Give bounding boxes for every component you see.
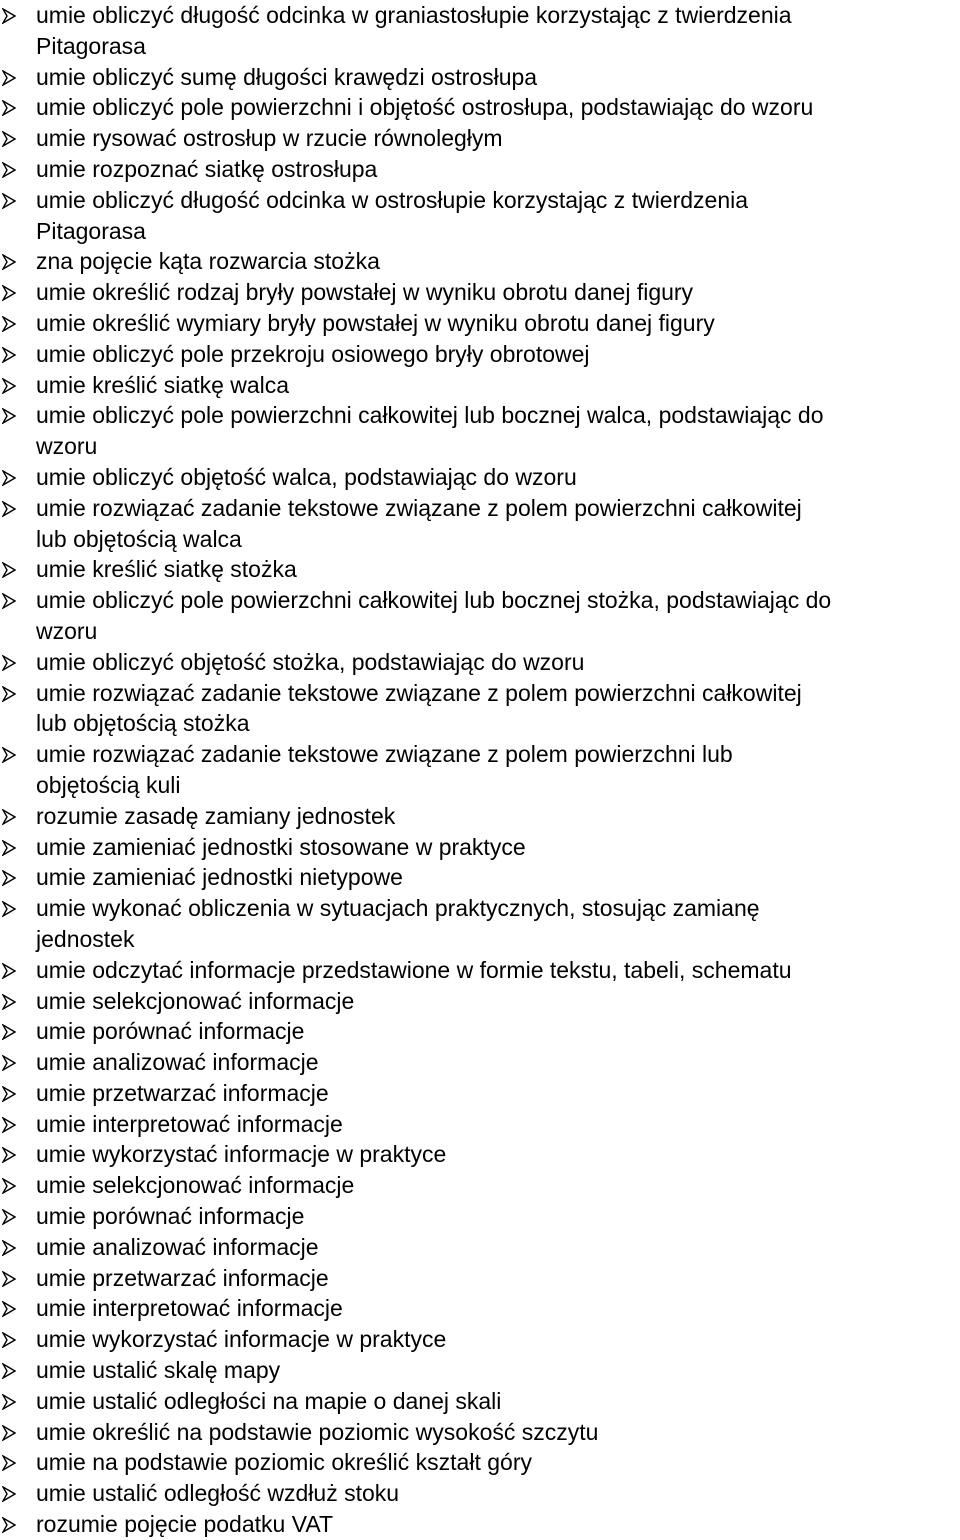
- list-item-text: umie zamieniać jednostki nietypowe: [36, 864, 403, 891]
- list-item-text: umie obliczyć objętość walca, podstawiając do wzoru: [36, 463, 577, 490]
- arrowhead-bullet-icon: [2, 1363, 16, 1379]
- list-item-text: umie kreślić siatkę walca: [36, 371, 290, 398]
- list-item-text: umie ustalić skalę mapy: [36, 1357, 281, 1384]
- arrowhead-bullet-icon: [2, 1271, 16, 1287]
- list-item: [0, 862, 960, 893]
- list-item-text: umie wykorzystać informacje w praktyce: [36, 1326, 447, 1353]
- list-item: [0, 1447, 960, 1478]
- list-item-text: lub objętością stożka: [36, 710, 250, 737]
- arrowhead-bullet-icon: [2, 1055, 16, 1071]
- list-item: [0, 493, 960, 555]
- arrowhead-bullet-icon: [2, 501, 16, 517]
- list-item: [0, 1478, 960, 1509]
- list-item: [0, 462, 960, 493]
- list-item-text: umie rozpoznać siatkę ostrosłupa: [36, 155, 378, 182]
- list-item-text: Pitagorasa: [36, 32, 146, 59]
- list-item-text: rozumie pojęcie podatku VAT: [36, 1511, 334, 1538]
- list-item-text: wzoru: [36, 617, 98, 644]
- list-item: [0, 185, 960, 247]
- arrowhead-bullet-icon: [2, 1209, 16, 1225]
- list-item: [0, 1170, 960, 1201]
- arrowhead-bullet-icon: [2, 809, 16, 825]
- list-item: [0, 1201, 960, 1232]
- arrowhead-bullet-icon: [2, 1240, 16, 1256]
- arrowhead-bullet-icon: [2, 870, 16, 886]
- list-item: [0, 1293, 960, 1324]
- list-item: [0, 832, 960, 863]
- list-item-text: umie ustalić odległości na mapie o danej skali: [36, 1387, 502, 1414]
- arrowhead-bullet-icon: [2, 1486, 16, 1502]
- list-item: [0, 1047, 960, 1078]
- list-item: [0, 1509, 960, 1540]
- list-item: [0, 585, 960, 647]
- arrowhead-bullet-icon: [2, 131, 16, 147]
- list-item: [0, 1324, 960, 1355]
- list-item-text: umie przetwarzać informacje: [36, 1079, 329, 1106]
- arrowhead-bullet-icon: [2, 1178, 16, 1194]
- list-item: [0, 1078, 960, 1109]
- list-item: [0, 92, 960, 123]
- arrowhead-bullet-icon: [2, 162, 16, 178]
- list-item-text: umie analizować informacje: [36, 1233, 319, 1260]
- list-item-text: umie selekcjonować informacje: [36, 987, 355, 1014]
- arrowhead-bullet-icon: [2, 1301, 16, 1317]
- list-item: [0, 554, 960, 585]
- arrowhead-bullet-icon: [2, 994, 16, 1010]
- arrowhead-bullet-icon: [2, 1517, 16, 1533]
- list-item-text: umie rozwiązać zadanie tekstowe związane z polem powierzchni całkowitej: [36, 494, 802, 521]
- list-item: [0, 123, 960, 154]
- list-item: [0, 154, 960, 185]
- list-item-text: umie obliczyć objętość stożka, podstawiając do wzoru: [36, 648, 585, 675]
- arrowhead-bullet-icon: [2, 1117, 16, 1133]
- list-item: [0, 986, 960, 1017]
- list-item-text: umie porównać informacje: [36, 1203, 305, 1230]
- list-item: [0, 955, 960, 986]
- arrowhead-bullet-icon: [2, 686, 16, 702]
- arrowhead-bullet-icon: [2, 1455, 16, 1471]
- list-item: [0, 246, 960, 277]
- list-item: [0, 62, 960, 93]
- arrowhead-bullet-icon: [2, 747, 16, 763]
- arrowhead-bullet-icon: [2, 285, 16, 301]
- arrowhead-bullet-icon: [2, 1147, 16, 1163]
- list-item: [0, 1355, 960, 1386]
- arrowhead-bullet-icon: [2, 193, 16, 209]
- list-item-text: umie wykorzystać informacje w praktyce: [36, 1141, 447, 1168]
- list-item-text: zna pojęcie kąta rozwarcia stożka: [36, 248, 380, 275]
- list-item: [0, 277, 960, 308]
- list-item: [0, 678, 960, 740]
- list-item-text: umie obliczyć pole powierzchni i objętość ostrosłupa, podstawiając do wzoru: [36, 94, 814, 121]
- arrowhead-bullet-icon: [2, 408, 16, 424]
- arrowhead-bullet-icon: [2, 1024, 16, 1040]
- arrowhead-bullet-icon: [2, 655, 16, 671]
- arrowhead-bullet-icon: [2, 316, 16, 332]
- list-item-text: umie odczytać informacje przedstawione w formie tekstu, tabeli, schematu: [36, 956, 792, 983]
- list-item: [0, 1263, 960, 1294]
- list-item: [0, 370, 960, 401]
- list-item-text: objętością kuli: [36, 771, 181, 798]
- list-item-text: umie interpretować informacje: [36, 1110, 343, 1137]
- list-item-text: lub objętością walca: [36, 525, 242, 552]
- list-item-text: umie obliczyć pole przekroju osiowego bryły obrotowej: [36, 340, 590, 367]
- arrowhead-bullet-icon: [2, 901, 16, 917]
- list-item-text: umie zamieniać jednostki stosowane w praktyce: [36, 833, 526, 860]
- list-item-text: umie wykonać obliczenia w sytuacjach praktycznych, stosując zamianę: [36, 895, 760, 922]
- list-item: [0, 1139, 960, 1170]
- list-item: [0, 647, 960, 678]
- arrowhead-bullet-icon: [2, 378, 16, 394]
- list-item-text: jednostek: [36, 925, 135, 952]
- list-item-text: umie określić na podstawie poziomic wysokość szczytu: [36, 1418, 599, 1445]
- list-item: [0, 1386, 960, 1417]
- arrowhead-bullet-icon: [2, 963, 16, 979]
- arrowhead-bullet-icon: [2, 100, 16, 116]
- arrowhead-bullet-icon: [2, 1332, 16, 1348]
- arrowhead-bullet-icon: [2, 254, 16, 270]
- list-item: [0, 1232, 960, 1263]
- list-item-text: umie przetwarzać informacje: [36, 1264, 329, 1291]
- arrowhead-bullet-icon: [2, 8, 16, 24]
- list-item-text: umie rozwiązać zadanie tekstowe związane z polem powierzchni całkowitej: [36, 679, 802, 706]
- list-item-text: umie obliczyć pole powierzchni całkowitej lub bocznej walca, podstawiając do: [36, 402, 824, 429]
- list-item-text: Pitagorasa: [36, 217, 146, 244]
- list-item-text: rozumie zasadę zamiany jednostek: [36, 802, 396, 829]
- list-item: [0, 0, 960, 62]
- list-item-text: umie analizować informacje: [36, 1049, 319, 1076]
- list-item-text: umie obliczyć długość odcinka w graniastosłupie korzystając z twierdzenia: [36, 2, 792, 28]
- list-item: [0, 739, 960, 801]
- list-item: [0, 308, 960, 339]
- list-item-text: umie interpretować informacje: [36, 1295, 343, 1322]
- arrowhead-bullet-icon: [2, 1425, 16, 1441]
- list-item-text: umie określić rodzaj bryły powstałej w wyniku obrotu danej figury: [36, 279, 694, 306]
- list-item: [0, 339, 960, 370]
- arrowhead-bullet-icon: [2, 70, 16, 86]
- list-item: [0, 893, 960, 955]
- list-item-text: umie kreślić siatkę stożka: [36, 556, 297, 583]
- arrowhead-bullet-icon: [2, 470, 16, 486]
- list-item-text: umie selekcjonować informacje: [36, 1172, 355, 1199]
- arrowhead-bullet-icon: [2, 562, 16, 578]
- list-item-text: umie obliczyć długość odcinka w ostrosłupie korzystając z twierdzenia: [36, 186, 749, 213]
- list-item-text: umie porównać informacje: [36, 1018, 305, 1045]
- arrowhead-bullet-icon: [2, 347, 16, 363]
- arrowhead-bullet-icon: [2, 1086, 16, 1102]
- list-item: [0, 1109, 960, 1140]
- list-item: [0, 400, 960, 462]
- list-item: [0, 1016, 960, 1047]
- list-item-text: umie na podstawie poziomic określić kształt góry: [36, 1449, 532, 1476]
- arrowhead-bullet-icon: [2, 1394, 16, 1410]
- arrowhead-bullet-icon: [2, 840, 16, 856]
- list-item-text: umie rysować ostrosłup w rzucie równoległym: [36, 125, 503, 152]
- list-item-text: umie ustalić odległość wzdłuż stoku: [36, 1480, 400, 1507]
- list-item-text: umie określić wymiary bryły powstałej w wyniku obrotu danej figury: [36, 309, 715, 336]
- list-item-text: umie rozwiązać zadanie tekstowe związane z polem powierzchni lub: [36, 741, 733, 768]
- list-item: [0, 1417, 960, 1448]
- list-item-text: umie obliczyć sumę długości krawędzi ostrosłupa: [36, 63, 538, 90]
- list-item: [0, 801, 960, 832]
- list-item-text: umie obliczyć pole powierzchni całkowitej lub bocznej stożka, podstawiając do: [36, 587, 832, 614]
- arrowhead-bullet-icon: [2, 593, 16, 609]
- list-item-text: wzoru: [36, 433, 98, 460]
